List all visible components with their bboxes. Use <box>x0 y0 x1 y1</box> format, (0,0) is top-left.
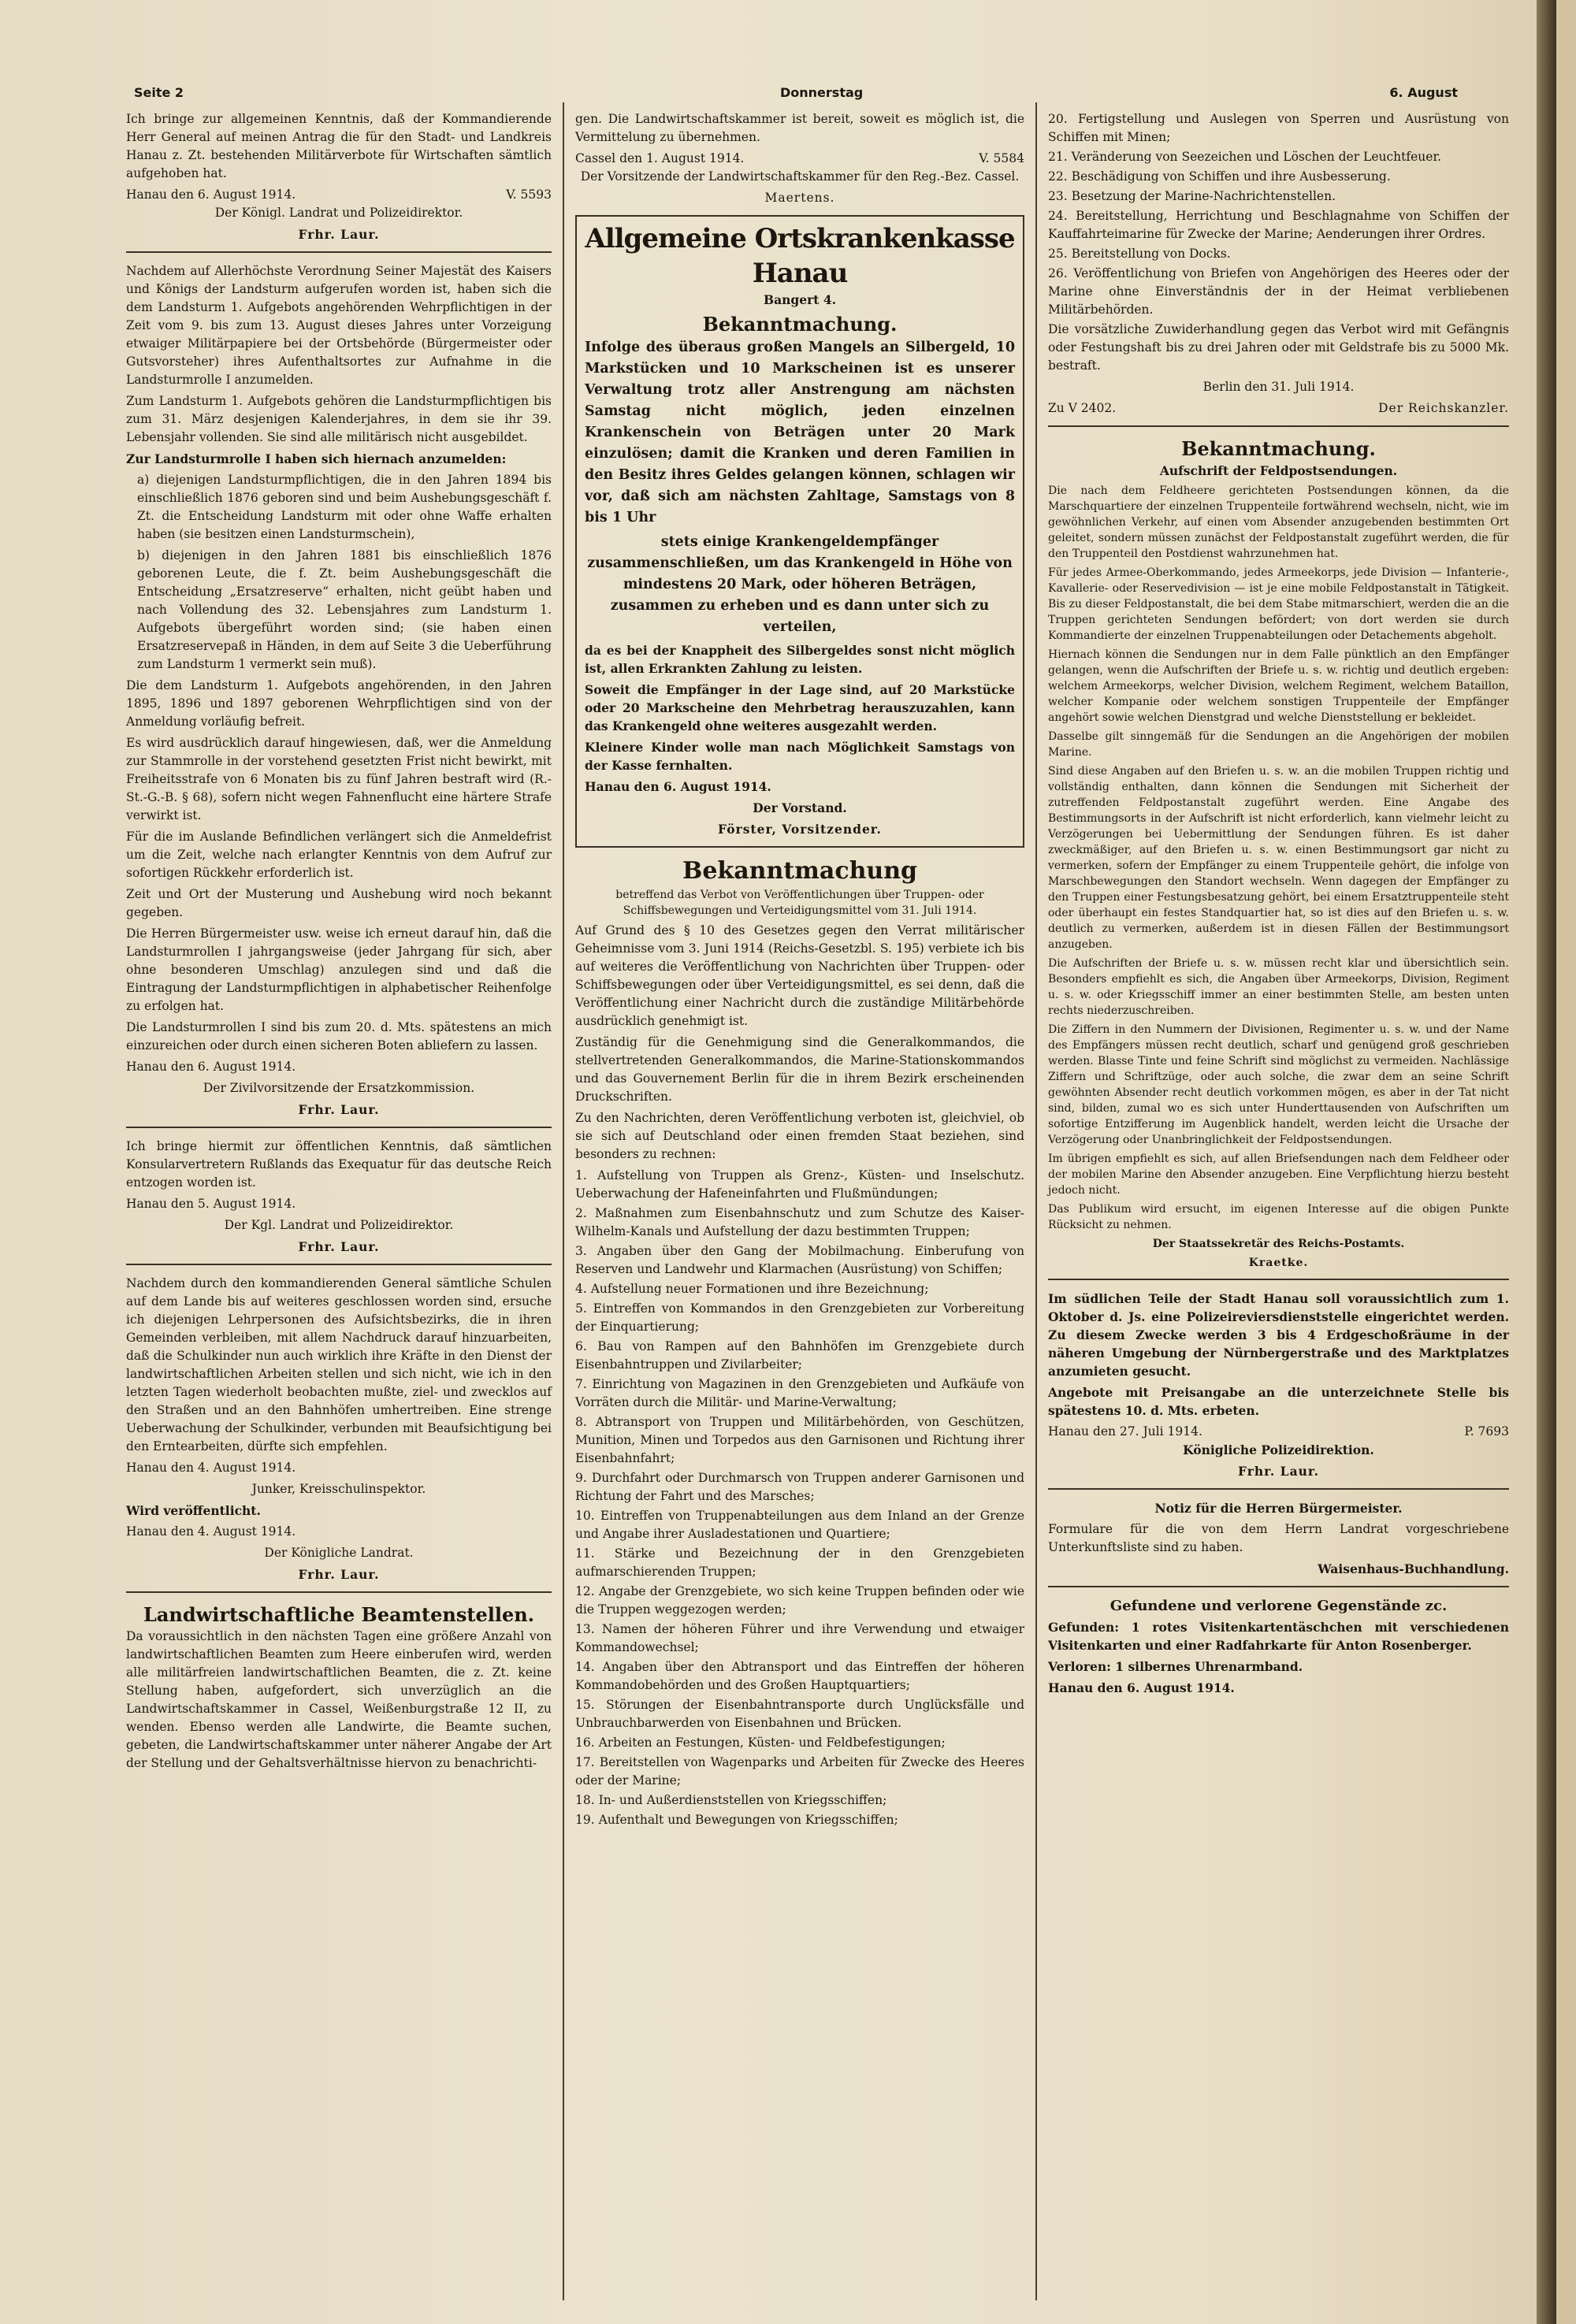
verrat-p1: Auf Grund des § 10 des Gesetzes gegen den Verrat militärischer Geheimnisse vom 3. Juni 1914 (Reichs-Gesetzbl. S. 195) verbiete ich bis auf weiteres die Veröffentlichung von Nachrichten über Truppen- oder Schiffsbewegungen oder über Verteidigungsmittel, es sei denn, daß die Veröffentlichung einer Nachricht durch die zuständige Militärbehörde ausdrücklich genehmigt ist. <box>575 923 1024 1028</box>
kammer-office: Der Vorsitzende der Landwirtschaftskammer für den Reg.-Bez. Cassel. <box>580 169 1020 184</box>
feldpost-p9: Das Publikum wird ersucht, im eigenen Interesse auf die obigen Punkte Rücksicht zu nehmen. <box>1048 1203 1509 1231</box>
schulen-date: Hanau den 4. August 1914. <box>126 1461 296 1475</box>
notiz-office: Waisenhaus-Buchhandlung. <box>1318 1561 1509 1576</box>
verrat-list <box>575 1167 1024 1829</box>
list-item: 13. Namen der höheren Führer und ihre Verwendung und etwaiger Kommandowechsel; <box>575 1622 1024 1654</box>
landsturm-p3: Zur Landsturmrolle I haben sich hiernach anzumelden: <box>126 451 507 466</box>
russland-text: Ich bringe hiermit zur öffentlichen Kenntnis, daß sämtlichen Konsularvertretern Rußlands das Exequatur für das deutsche Reich entzogen worden ist. <box>126 1139 552 1190</box>
notice-ref: V. 5593 <box>506 187 552 202</box>
feldpost-p6: Die Aufschriften der Briefe u. s. w. müssen recht klar und übersichtlich sein. Besonders empfiehlt es sich, die Angaben über Armeekorps, Division, Regiment u. s. w. oder Kriegsschiff immer an einer bestimmten Stelle, am besten unten rechts niederzuschreiben. <box>1048 957 1509 1017</box>
fund-notice <box>1048 1597 1509 1697</box>
feldpost-p3: Hiernach können die Sendungen nur in dem Falle pünktlich an den Empfänger gelangen, wenn die Aufschriften der Briefe u. s. w. richtig und deutlich ergeben: welchem Armeekorps, welcher Division, welchem Regiment, welchem Bataillon, welcher Kompanie oder welchem sonstigen Truppenteile der Empfänger angehört sowie welchen Dienstgrad und welche Dienststellung er bekleidet. <box>1048 648 1509 724</box>
polizei-office: Königliche Polizeidirektion. <box>1183 1442 1374 1457</box>
list-item: 1. Aufstellung von Truppen als Grenz-, Küsten- und Inselschutz. Ueberwachung der Hafeneinfahrten und Flußmündungen; <box>575 1168 1024 1201</box>
notiz-title: Notiz für die Herren Bürgermeister. <box>1154 1501 1403 1516</box>
notice-signature: Frhr. Laur. <box>298 227 380 242</box>
fund-date: Hanau den 6. August 1914. <box>1048 1680 1235 1695</box>
verrat-date: Berlin den 31. Juli 1914. <box>1202 380 1355 394</box>
okk-date: Hanau den 6. August 1914. <box>585 779 771 794</box>
list-item: 4. Aufstellung neuer Formationen und ihre Bezeichnung; <box>575 1282 929 1296</box>
verrat-title: Bekanntmachung <box>682 857 917 885</box>
polizei-ref: P. 7693 <box>1464 1424 1509 1439</box>
notice-office: Der Königl. Landrat und Polizeidirektor. <box>214 206 463 220</box>
russland-signature: Frhr. Laur. <box>298 1239 380 1254</box>
okk-p1: Infolge des überaus großen Mangels an Silbergeld, 10 Markstücken und 10 Markscheinen ist es unserer Verwaltung trotz aller Anstrengung am nächsten Samstag nicht möglich, jeden einzelnen Krankenschein von Beträgen unter 20 Mark einzulösen; damit die Kranken und deren Familien in den Besitz ihres Geldes gelangen können, schlagen wir vor, daß sich am nächsten Zahltage, Samstags von 8 bis 1 Uhr <box>585 340 1015 525</box>
list-item: 10. Eintreffen von Truppenabteilungen aus dem Inland an der Grenze und Angabe ihrer Ausladestationen und Quartiere; <box>575 1509 1024 1541</box>
column-3 <box>1048 110 1509 2316</box>
feldpost-office: Der Staatssekretär des Reichs-Postamts. <box>1152 1238 1405 1250</box>
schulen-pub-office: Der Königliche Landrat. <box>264 1546 414 1560</box>
verrat-office: Der Reichskanzler. <box>1378 401 1509 415</box>
schulen-text: Nachdem durch den kommandierenden General sämtliche Schulen auf dem Lande bis auf weiteres geschlossen worden sind, ersuche ich diejenigen Lehrpersonen des Aufsichtsbezirks, die in ihren Gemeinden verbleiben, mit allem Nachdruck darauf hinzuarbeiten, daß die Schulkinder nun auch wirklich ihre Kräfte in den Dienst der landwirtschaftlichen Arbeiten stellen und sich nicht, wie ich in den letzten Tagen wiederholt beobachten mußte, ziel- und zwecklos auf den Straßen und an den Bahnhöfen umhertreiben. Eine strenge Ueberwachung der Schulkinder, verbunden mit Beaufsichtigung bei den Erntearbeiten, dürfte sich empfehlen. <box>126 1276 552 1453</box>
polizei-date: Hanau den 27. Juli 1914. <box>1048 1424 1202 1439</box>
landrat-notice <box>126 110 552 243</box>
verrat-ref: Zu V 2402. <box>1048 401 1117 415</box>
list-item: 26. Veröffentlichung von Briefen von Angehörigen des Heeres oder der Marine ohne Einverständnis der in der Heimat verbliebenen Militärbehörden. <box>1048 266 1509 317</box>
list-item: 23. Besetzung der Marine-Nachrichtenstellen. <box>1048 189 1336 203</box>
feldpost-p2: Für jedes Armee-Oberkommando, jedes Armeekorps, jede Division — Infanterie-, Kavallerie- oder Reservedivision — ist je eine mobile Feldpostanstalt in Tätigkeit. Bis zu dieser Feldpostanstalt, die bei dem Stabe mitmarschiert, werden die an die Truppen gerichteten Sendungen befördert; von dort werden sie durch Kommandierte der einzelnen Truppenabteilungen oder Detachements abgeholt. <box>1048 566 1509 642</box>
verrat-continuation <box>1048 110 1509 418</box>
feldpost-p4: Dasselbe gilt sinngemäß für die Sendungen an die Angehörigen der mobilen Marine. <box>1048 730 1509 759</box>
page-header <box>134 85 1458 109</box>
kammer-continuation <box>575 110 1024 207</box>
verrat-p3: Zu den Nachrichten, deren Veröffentlichung verboten ist, gleichviel, ob sie sich auf Deutschland oder einen fremden Staat beziehen, sind besonders zu rechnen: <box>575 1111 1024 1161</box>
landsturm-date: Hanau den 6. August 1914. <box>126 1060 296 1074</box>
feldpost-title: Bekanntmachung. <box>1181 437 1376 460</box>
okk-p3: da es bei der Knappheit des Silbergeldes sonst nicht möglich ist, allen Erkrankten Zahlung zu leisten. <box>585 643 1015 676</box>
list-item: 6. Bau von Rampen auf den Bahnhöfen im Grenzgebiete durch Eisenbahntruppen und Zivilarbeiter; <box>575 1339 1024 1372</box>
beamte-text: Da voraussichtlich in den nächsten Tagen eine größere Anzahl von landwirtschaftlichen Beamten zum Heere einberufen wird, werden alle militärfreien landwirtschaftlichen Beamten, die z. Zt. keine Stellung haben, aufgefordert, sich unverzüglich an die Landwirtschaftskammer in Cassel, Weißenburgstraße 12 II, zu wenden. Ebenso werden alle Landwirte, die Beamte suchen, gebeten, die Landwirtschaftskammer unter näherer Angabe der Art der Stellung und der Gehaltsverhältnisse hiervon zu benachrichti- <box>126 1629 552 1770</box>
kammer-signature: Maertens. <box>764 191 835 205</box>
landsturm-p6: Für die im Auslande Befindlichen verlängert sich die Anmeldefrist um die Zeit, welche nach erlangter Kenntnis von dem Aufruf zur sofortigen Rückkehr erforderlich ist. <box>126 830 552 880</box>
okk-subtitle: Bekanntmachung. <box>702 313 898 336</box>
divider <box>126 251 552 253</box>
russland-office: Der Kgl. Landrat und Polizeidirektor. <box>224 1218 454 1232</box>
polizei-text: Im südlichen Teile der Stadt Hanau soll voraussichtlich zum 1. Oktober d. Js. eine Polizeireviersdienststelle eingerichtet werden. Zu diesem Zwecke werden 3 bis 4 Erdgeschoßräume in der näheren Umgebung der Nürnbergerstraße und des Marktplatzes anzumieten gesucht. <box>1048 1291 1509 1379</box>
schulen-pub1: Wird veröffentlicht. <box>126 1503 261 1518</box>
divider <box>1048 1279 1509 1280</box>
landsturm-b: b) diejenigen in den Jahren 1881 bis einschließlich 1876 geborenen Leute, die f. Zt. beim Aushebungsgeschäft die Entscheidung „Ersatzreserve“ erhalten, nicht geübt haben und nach Vollendung des 32. Lebensjahres zum Landsturm 1. Aufgebots übergeführt worden sind; (sie haben einen Ersatzreservepaß in Händen, in dem auf Seite 3 die Ueberführung zum Landsturm 1 vermerkt sein muß). <box>137 548 552 671</box>
russland-date: Hanau den 5. August 1914. <box>126 1197 296 1211</box>
okk-p5: Kleinere Kinder wolle man nach Möglichkeit Samstags von der Kasse fernhalten. <box>585 740 1015 773</box>
polizei-offer: Angebote mit Preisangabe an die unterzeichnete Stelle bis spätestens 10. d. Mts. erbeten. <box>1048 1385 1509 1418</box>
list-item: 15. Störungen der Eisenbahntransporte durch Unglücksfälle und Unbrauchbarwerden von Eisenbahnen und Brücken. <box>575 1698 1024 1730</box>
list-item: 25. Bereitstellung von Docks. <box>1048 247 1231 261</box>
list-item: 21. Veränderung von Seezeichen und Löschen der Leuchtfeuer. <box>1048 150 1442 164</box>
landsturm-p4: Die dem Landsturm 1. Aufgebots angehörenden, in den Jahren 1895, 1896 und 1897 geborenen Wehrpflichtigen sind von der Anmeldung vorläufig befreit. <box>126 678 552 729</box>
column-1 <box>126 110 552 2316</box>
schulen-notice <box>126 1275 552 1583</box>
kammer-text: gen. Die Landwirtschaftskammer ist bereit, soweit es möglich ist, die Vermittelung zu übernehmen. <box>575 112 1024 144</box>
polizei-signature: Frhr. Laur. <box>1237 1464 1320 1479</box>
russland-notice <box>126 1138 552 1256</box>
landsturm-p8: Die Herren Bürgermeister usw. weise ich erneut darauf hin, daß die Landsturmrollen I jahrgangsweise (jeder Jahrgang für sich, aber ohne besonderen Umschlag) anzulegen sind und daß die Eintragung der Landsturmpflichtigen in alphabetischer Reihenfolge zu erfolgen hat. <box>126 926 552 1013</box>
divider <box>1048 425 1509 427</box>
list-item: 2. Maßnahmen zum Eisenbahnschutz und zum Schutze des Kaiser-Wilhelm-Kanals und Aufstellung der dazu bestimmten Truppen; <box>575 1206 1024 1238</box>
polizei-notice <box>1048 1290 1509 1480</box>
okk-p4: Soweit die Empfänger in der Lage sind, auf 20 Markstücke oder 20 Markscheine den Mehrbetrag herauszuzahlen, kann das Krankengeld ohne weiteres ausgezahlt werden. <box>585 682 1015 733</box>
list-item: 22. Beschädigung von Schiffen und ihre Ausbesserung. <box>1048 169 1391 184</box>
date-label: 6. August <box>1389 85 1458 100</box>
landsturm-p9: Die Landsturmrollen I sind bis zum 20. d. Mts. spätestens an mich einzureichen oder durch einen sicheren Boten abliefern zu lassen. <box>126 1020 552 1052</box>
landsturm-office: Der Zivilvorsitzende der Ersatzkommission. <box>203 1081 475 1095</box>
list-item: 19. Aufenthalt und Bewegungen von Kriegsschiffen; <box>575 1813 898 1827</box>
landsturm-p5: Es wird ausdrücklich darauf hingewiesen, daß, wer die Anmeldung zur Stammrolle in der vorstehend gesetzten Frist nicht bewirkt, mit Freiheitsstrafe von 6 Monaten bis zu fünf Jahren bestraft wird (R.-St.-G.-B. § 68), sofern nicht wegen Fahnenflucht eine härtere Strafe verwirkt ist. <box>126 736 552 822</box>
column-rule-2 <box>1035 102 1037 2300</box>
notice-date: Hanau den 6. August 1914. <box>126 187 296 202</box>
feldpost-p7: Die Ziffern in den Nummern der Divisionen, Regimenter u. s. w. und der Name des Empfängers müssen recht deutlich, scharf und genügend groß geschrieben werden. Blasse Tinte und feine Schrift sind möglichst zu vermeiden. Nachlässige Ziffern und Schriftzüge, oder auch solche, die zwar dem an seine Schrift gewöhnten Absender recht deutlich vorkommen mögen, es aber in der Tat nicht sind, bilden, zumal wo es sich unter Hunderttausenden von Aufschriften um sofortige Entzifferung im Augenblick handelt, werden leicht die Ursache der Verzögerung oder Unanbringlichkeit der Feldpostsendungen. <box>1048 1023 1509 1146</box>
list-item: 20. Fertigstellung und Auslegen von Sperren und Ausrüstung von Schiffen mit Minen; <box>1048 112 1509 144</box>
verrat-subtitle: betreffend das Verbot von Veröffentlichungen über Truppen- oder Schiffsbewegungen und Verteidigungsmittel vom 31. Juli 1914. <box>615 889 984 917</box>
okk-p2: stets einige Krankengeldempfänger zusammenschließen, um das Krankengeld in Höhe von mindestens 20 Mark, oder höheren Beträgen, zusammen zu erheben und es dann unter sich zu verteilen, <box>587 534 1013 635</box>
feldpost-signature: Kraetke. <box>1248 1257 1309 1269</box>
landsturm-a: a) diejenigen Landsturmpflichtigen, die in den Jahren 1894 bis einschließlich 1876 geboren sind und beim Aushebungsgeschäft f. Zt. die Entscheidung Landsturm mit oder ohne Waffe erhalten haben (sie besitzen einen Landsturmschein), <box>137 473 552 541</box>
fund-found: Gefunden: 1 rotes Visitenkartentäschchen mit verschiedenen Visitenkarten und einer Radfahrkarte für Anton Rosenberger. <box>1048 1620 1509 1653</box>
divider <box>126 1591 552 1593</box>
page-spine <box>1537 0 1556 2324</box>
list-item: 7. Einrichtung von Magazinen in den Grenzgebieten und Aufkäufe von Vorräten durch die Militär- und Marine-Verwaltung; <box>575 1377 1024 1409</box>
okk-signature: Förster, Vorsitzender. <box>718 822 882 837</box>
schulen-signature: Frhr. Laur. <box>298 1567 380 1582</box>
schulen-office: Junker, Kreisschulinspektor. <box>251 1482 426 1496</box>
feldpost-p1: Die nach dem Feldheere gerichteten Postsendungen können, da die Marschquartiere der einzelnen Truppenteile fortwährend wechseln, nicht, wie im gewöhnlichen Verkehr, auf einen vom Absender anzugebenden bestimmten Ort geleitet, sondern müssen zunächst der Feldpostanstalt zugeführt werden, die für den Truppenteil den Postdienst wahrzunehmen hat. <box>1048 484 1509 560</box>
divider <box>1048 1488 1509 1490</box>
kammer-date: Cassel den 1. August 1914. <box>575 151 745 165</box>
feldpost-p5: Sind diese Angaben auf den Briefen u. s. w. an die mobilen Truppen richtig und vollständig enthalten, dann können die Sendungen mit Sicherheit der zutreffenden Feldpostanstalt zugeführt werden. Eine Angabe des Bestimmungsorts in der Aufschrift ist nicht erforderlich, kann vielmehr leicht zu Verzögerungen bei Uebermittlung der Sendungen führen. Es ist daher zweckmäßiger, auf den Briefen u. s. w. einen Bestimmungsort gar nicht zu vermerken, sofern der Empfänger zu einem Truppenteile gehört, die infolge von Marschbewegungen den Standort wechseln. Wenn dagegen der Empfänger zu den Truppen einer Festungsbesatzung gehört, bei einem Ersatztruppenteile steht oder überhaupt ein festes Standquartier hat, so ist dies auf den Briefen u. s. w. deutlich zu vermerken, außerdem ist in diesen Fällen der Bestimmungsort anzugeben. <box>1048 765 1509 951</box>
okk-board: Der Vorstand. <box>753 800 847 815</box>
list-item: 11. Stärke und Bezeichnung der in den Grenzgebieten aufmarschierenden Truppen; <box>575 1546 1024 1579</box>
ortskrankenkasse-notice <box>575 215 1024 848</box>
list-item: 9. Durchfahrt oder Durchmarsch von Truppen anderer Garnisonen und Richtung der Fahrt und des Marsches; <box>575 1471 1024 1503</box>
landsturm-p7: Zeit und Ort der Musterung und Aushebung wird noch bekannt gegeben. <box>126 887 552 919</box>
kammer-ref: V. 5584 <box>979 151 1024 165</box>
divider <box>126 1127 552 1128</box>
notice-text: Ich bringe zur allgemeinen Kenntnis, daß der Kommandierende Herr General auf meinen Antrag die für den Stadt- und Landkreis Hanau z. Zt. bestehenden Militärverbote für Wirtschaften sämtlich aufgehoben hat. <box>126 112 552 180</box>
fund-lost: Verloren: 1 silbernes Uhrenarmband. <box>1048 1659 1303 1674</box>
list-item: 3. Angaben über den Gang der Mobilmachung. Einberufung von Reserven und Landwehr und Klarmachen (Ausrüstung) von Schiffen; <box>575 1244 1024 1276</box>
penalty-text: Die vorsätzliche Zuwiderhandlung gegen das Verbot wird mit Gefängnis oder Festungshaft bis zu drei Jahren oder mit Geldstrafe bis zu 5000 Mk. bestraft. <box>1048 322 1509 373</box>
list-item: 14. Angaben über den Abtransport und das Eintreffen der höheren Kommandobehörden und des Großen Hauptquartiers; <box>575 1660 1024 1692</box>
verrat-notice <box>575 856 1024 1829</box>
list-item: 16. Arbeiten an Festungen, Küsten- und Feldbefestigungen; <box>575 1736 946 1750</box>
list-item: 8. Abtransport von Truppen und Militärbehörden, von Geschützen, Munition, Minen und Torpedos aus den Garnisonen und Richtung ihrer Eisenbahnfahrt; <box>575 1415 1024 1465</box>
list-item: 24. Bereitstellung, Herrichtung und Beschlagnahme von Schiffen der Kauffahrteimarine für Zwecke der Marine; Aenderungen ihrer Ordres. <box>1048 209 1509 241</box>
feldpost-notice <box>1048 436 1509 1271</box>
landsturm-p2: Zum Landsturm 1. Aufgebots gehören die Landsturmpflichtigen bis zum 31. März desjenigen Kalenderjahres, in dem sie ihr 39. Lebensjahr vollenden. Sie sind alle militärisch nicht ausgebildet. <box>126 394 552 444</box>
fund-title: Gefundene und verlorene Gegenstände zc. <box>1110 1598 1448 1614</box>
notiz-text: Formulare für die von dem Herrn Landrat vorgeschriebene Unterkunftsliste sind zu haben. <box>1048 1522 1509 1554</box>
beamte-notice <box>126 1602 552 1773</box>
feldpost-p8: Im übrigen empfiehlt es sich, auf allen Briefsendungen nach dem Feldheer oder der mobilen Marine den Absender anzugeben. Eine Verpflichtung hierzu besteht jedoch nicht. <box>1048 1153 1509 1197</box>
divider <box>1048 1586 1509 1587</box>
list-item: 5. Eintreffen von Kommandos in den Grenzgebieten zur Vorbereitung der Einquartierung; <box>575 1301 1024 1334</box>
landsturm-signature: Frhr. Laur. <box>298 1102 380 1117</box>
list-item: 17. Bereitstellen von Wagenparks und Arbeiten für Zwecke des Heeres oder der Marine; <box>575 1755 1024 1788</box>
page-number: Seite 2 <box>134 85 184 100</box>
landsturm-p1: Nachdem auf Allerhöchste Verordnung Seiner Majestät des Kaisers und Königs der Landsturm aufgerufen worden ist, haben sich die dem Landsturm 1. Aufgebots angehörenden Wehrpflichtigen in der Zeit vom 9. bis zum 13. August dieses Jahres unter Vorzeigung etwaiger Militärpapiere bei der Ortsbehörde (Bürgermeister oder Gutsvorsteher) ihres Aufenthaltsortes zur Aufnahme in die Landsturmrolle I anzumelden. <box>126 264 552 387</box>
verrat-p2: Zuständig für die Genehmigung sind die Generalkommandos, die stellvertretenden Generalkommandos, die Marine-Stationskommandos und das Gouvernement Berlin für die in ihrem Bezirk erscheinenden Druckschriften. <box>575 1035 1024 1104</box>
weekday: Donnerstag <box>780 85 864 100</box>
list-item: 18. In- und Außerdienststellen von Kriegsschiffen; <box>575 1793 887 1807</box>
column-2 <box>575 110 1024 2316</box>
notiz-notice <box>1048 1499 1509 1578</box>
okk-address: Bangert 4. <box>763 292 837 307</box>
list-item: 12. Angabe der Grenzgebiete, wo sich keine Truppen befinden oder wie die Truppen weggezogen werden; <box>575 1584 1024 1617</box>
column-rule-1 <box>563 102 564 2300</box>
divider <box>126 1264 552 1265</box>
feldpost-subtitle: Aufschrift der Feldpostsendungen. <box>1159 463 1398 478</box>
landsturm-notice <box>126 262 552 1119</box>
okk-title: Allgemeine Ortskrankenkasse Hanau <box>585 223 1015 289</box>
beamte-title: Landwirtschaftliche Beamtenstellen. <box>143 1603 535 1626</box>
verrat-list-cont <box>1048 110 1509 319</box>
schulen-pub2: Hanau den 4. August 1914. <box>126 1524 296 1539</box>
